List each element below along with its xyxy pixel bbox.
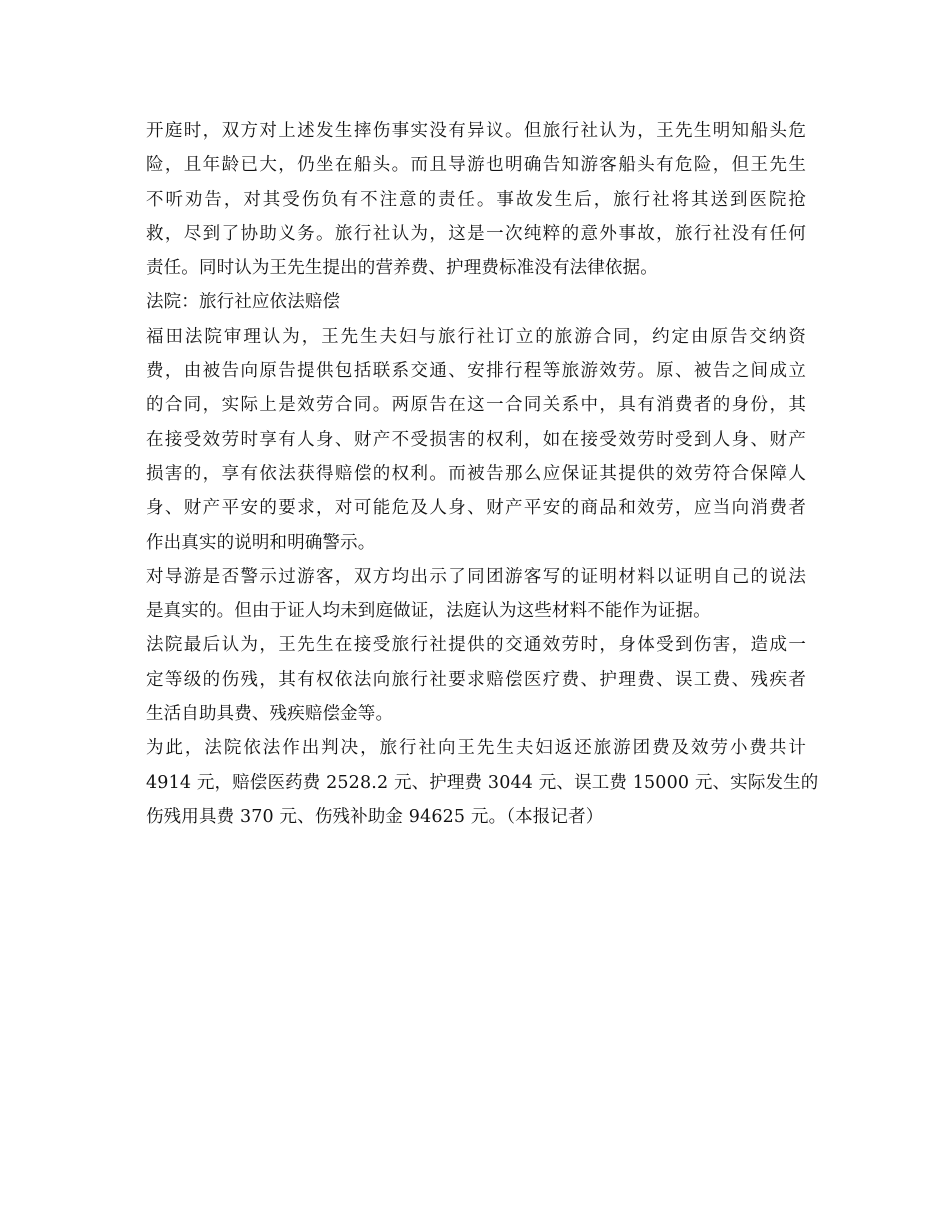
- text-line: 定等级的伤残，其有权依法向旅行社要求赔偿医疗费、护理费、误工费、残疾者: [146, 669, 806, 690]
- heading-text: 法院：旅行社应依法赔偿: [146, 292, 341, 313]
- text-line: 险，且年龄已大，仍坐在船头。而且导游也明确告知游客船头有危险，但王先生: [146, 155, 806, 176]
- text-line: 伤残用具费 370 元、伤残补助金 94625 元。（本报记者）: [146, 806, 604, 827]
- text-line: 开庭时，双方对上述发生摔伤事实没有异议。但旅行社认为，王先生明知船头危: [146, 121, 806, 141]
- text-line: 不听劝告，对其受伤负有不注意的责任。事故发生后，旅行社将其送到医院抢: [146, 189, 806, 210]
- text-line: 是真实的。但由于证人均未到庭做证，法庭认为这些材料不能作为证据。: [146, 601, 711, 622]
- text-line: 4914 元，赔偿医药费 2528.2 元、护理费 3044 元、误工费 15000 元、实际发生的: [146, 772, 819, 793]
- text-line: 费，由被告向原告提供包括联系交通、安排行程等旅游效劳。原、被告之间成立: [146, 361, 806, 382]
- paragraph-4: [146, 628, 806, 731]
- text-line: 为此，法院依法作出判决，旅行社向王先生夫妇返还旅游团费及效劳小费共计: [146, 738, 806, 759]
- text-line: 作出真实的说明和明确警示。: [146, 532, 376, 553]
- paragraph-2: [146, 320, 806, 560]
- text-line: 法院最后认为，王先生在接受旅行社提供的交通效劳时，身体受到伤害，造成一: [146, 635, 806, 656]
- text-line: 对导游是否警示过游客，双方均出示了同团游客写的证明材料以证明自己的说法: [146, 566, 806, 587]
- paragraph-3: [146, 560, 806, 629]
- text-line: 责任。同时认为王先生提出的营养费、护理费标准没有法律依据。: [146, 258, 658, 279]
- text-line: 的合同，实际上是效劳合同。两原告在这一合同关系中，具有消费者的身份，其: [146, 395, 806, 416]
- paragraph-1: [146, 114, 806, 285]
- text-line: 生活自助具费、残疾赔偿金等。: [146, 704, 394, 725]
- text-line: 损害的，享有依法获得赔偿的权利。而被告那么应保证其提供的效劳符合保障人: [146, 463, 806, 484]
- paragraph-5: [146, 731, 819, 834]
- text-line: 福田法院审理认为，王先生夫妇与旅行社订立的旅游合同，约定由原告交纳资: [146, 326, 806, 347]
- document-body: [146, 114, 819, 834]
- text-line: 救，尽到了协助义务。旅行社认为，这是一次纯粹的意外事故，旅行社没有任何: [146, 223, 806, 244]
- text-line: 身、财产平安的要求，对可能危及人身、财产平安的商品和效劳，应当向消费者: [146, 498, 806, 519]
- text-line: 在接受效劳时享有人身、财产不受损害的权利，如在接受效劳时受到人身、财产: [146, 429, 806, 450]
- section-heading: [146, 285, 806, 319]
